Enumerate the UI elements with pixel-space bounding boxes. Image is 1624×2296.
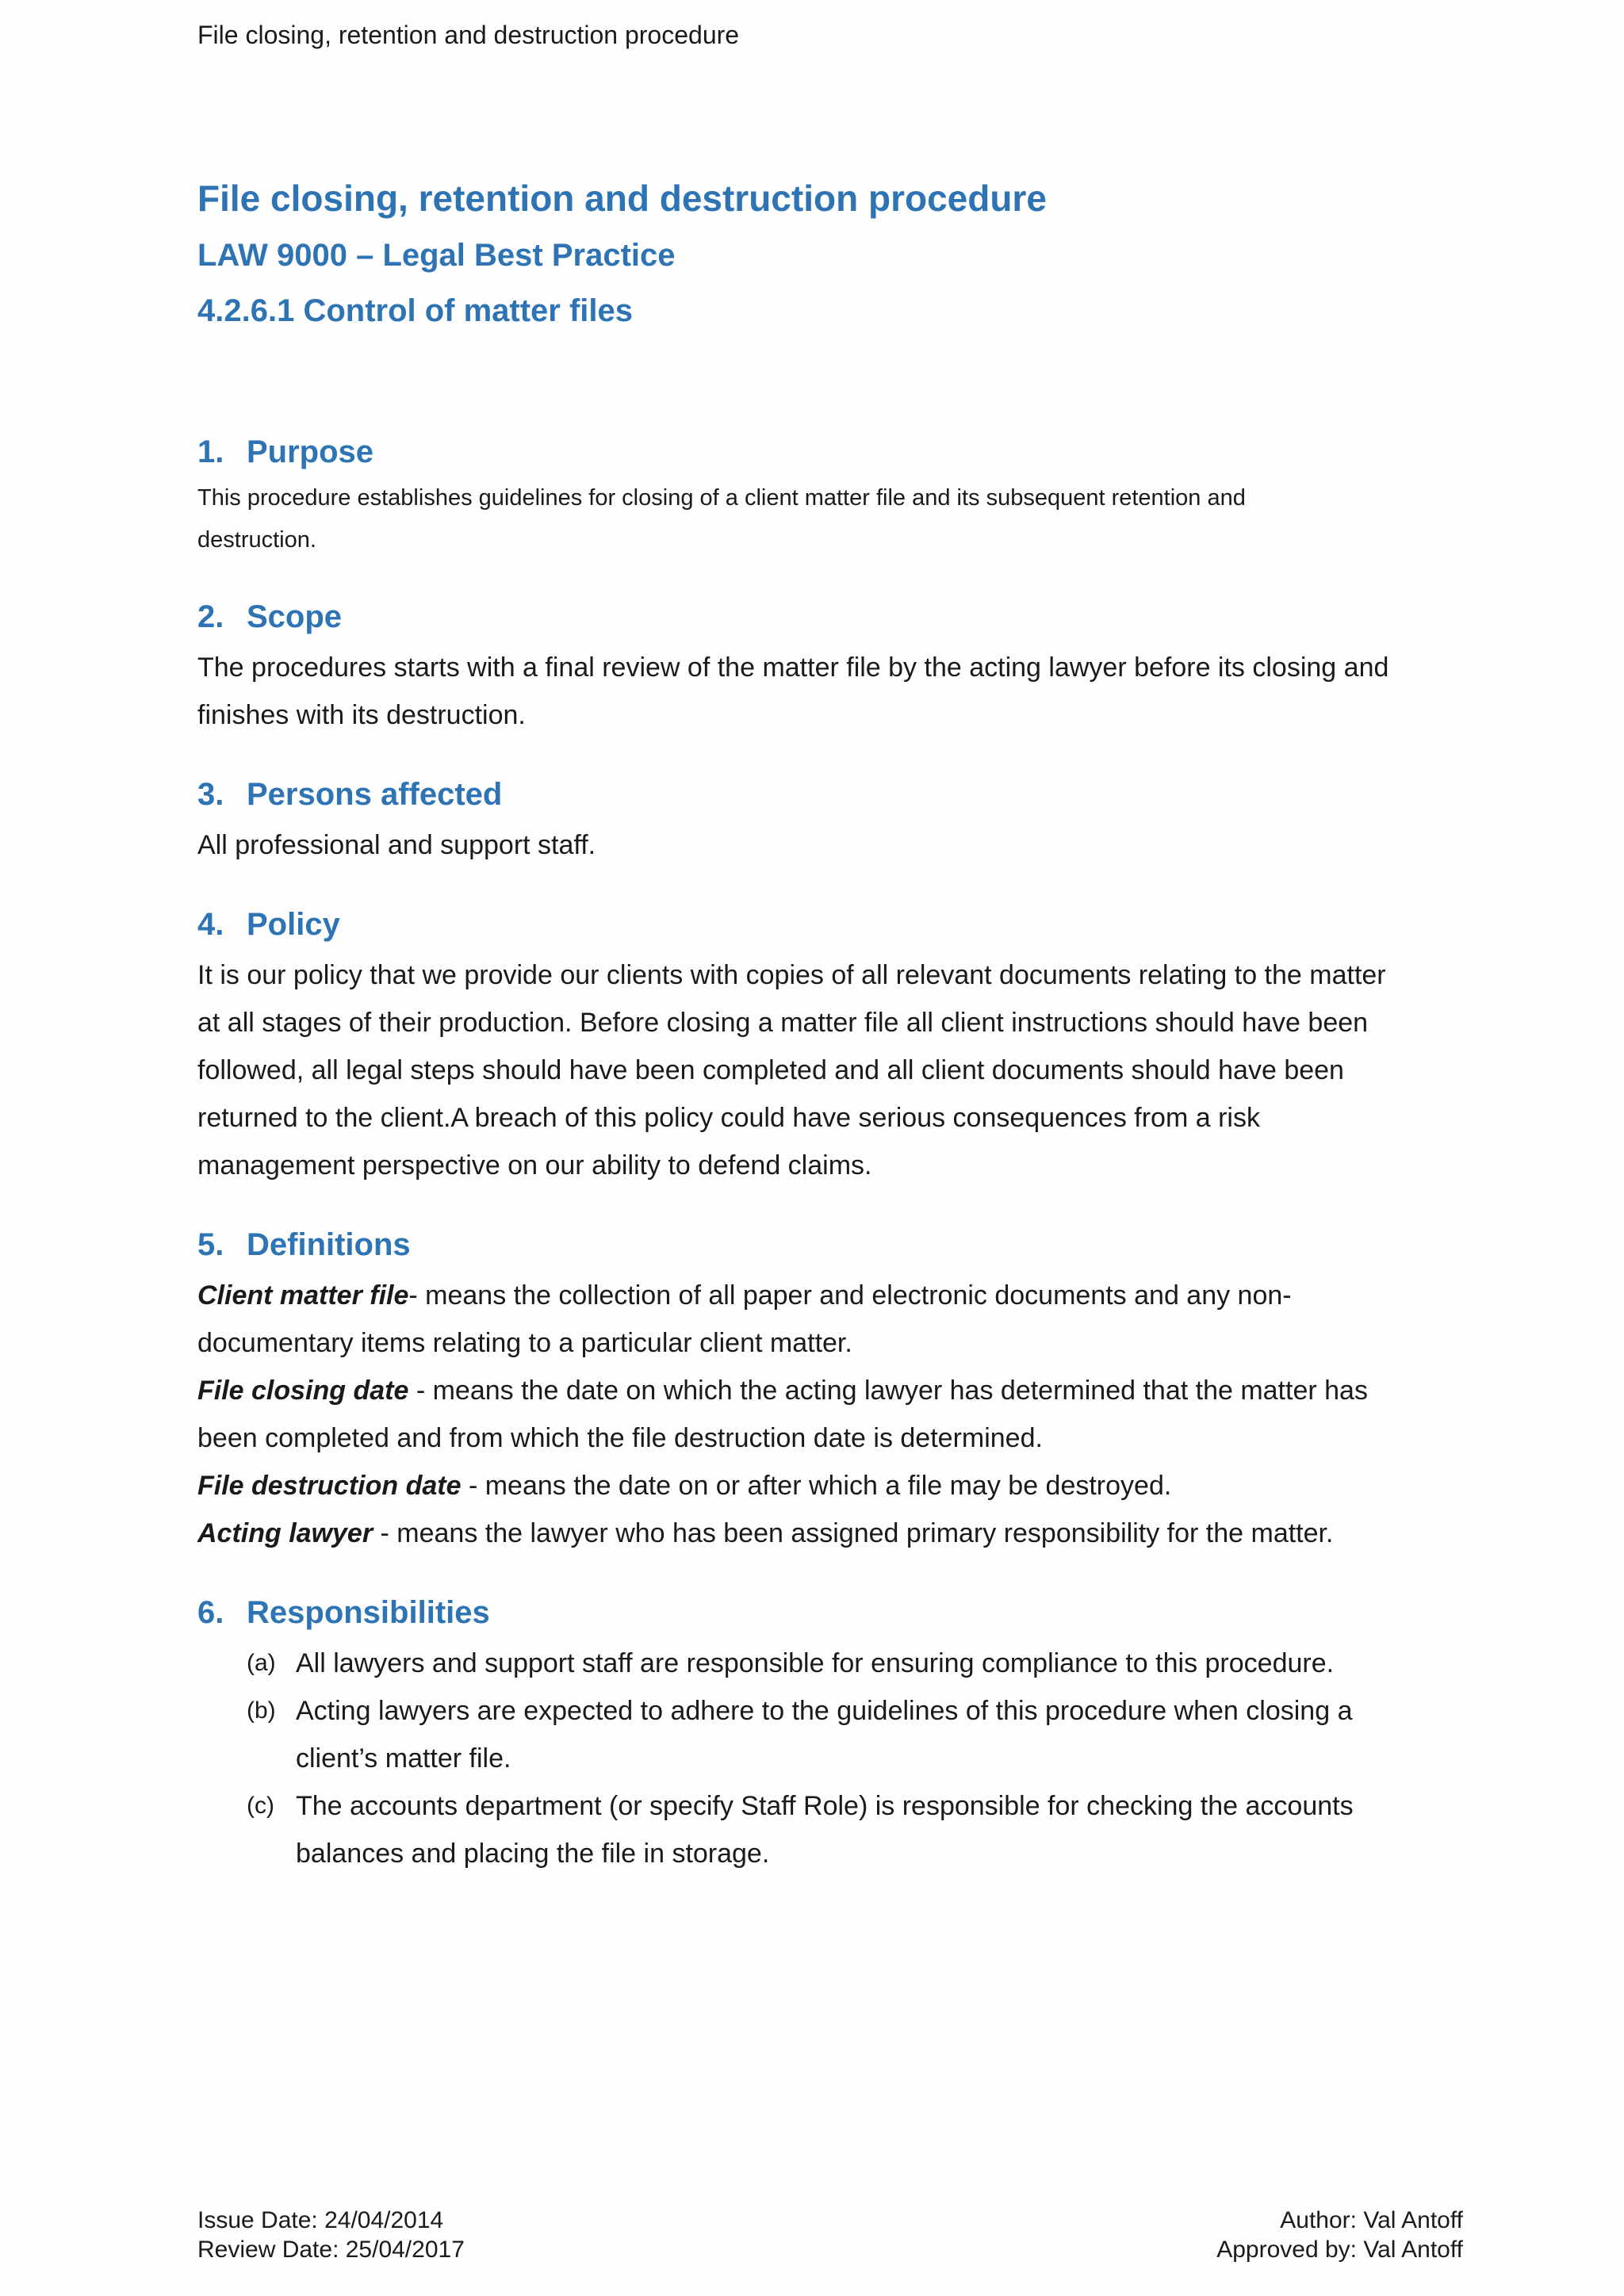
section-policy bbox=[197, 904, 1434, 1189]
section-number: 4. bbox=[197, 907, 224, 942]
section-definitions bbox=[197, 1224, 1434, 1557]
purpose-line-2: destruction. bbox=[197, 527, 316, 553]
footer-authorship bbox=[1216, 2206, 1463, 2264]
responsibilities-list bbox=[197, 1640, 1434, 1877]
review-date: Review Date: 25/04/2017 bbox=[197, 2237, 465, 2263]
document-title: File closing, retention and destruction procedure bbox=[197, 178, 1047, 219]
section-title: Scope bbox=[247, 599, 343, 634]
list-item-text: The accounts department (or specify Staff Role) is responsible for checking the accounts balances and placing the file in storage. bbox=[296, 1791, 1354, 1869]
definition-item bbox=[197, 1462, 1434, 1510]
section-heading-definitions bbox=[197, 1224, 1434, 1265]
list-item bbox=[197, 1640, 1434, 1687]
list-item-text: All lawyers and support staff are responsible for ensuring compliance to this procedure. bbox=[296, 1648, 1335, 1678]
section-body-persons-affected: All professional and support staff. bbox=[197, 830, 596, 860]
definition-item bbox=[197, 1510, 1434, 1557]
list-item bbox=[197, 1687, 1434, 1782]
list-marker: (a) bbox=[247, 1650, 276, 1676]
section-heading-policy bbox=[197, 904, 1434, 945]
definition-term: File destruction date bbox=[197, 1471, 462, 1501]
document-clause: 4.2.6.1 Control of matter files bbox=[197, 293, 634, 328]
section-number: 3. bbox=[197, 777, 224, 812]
definition-item bbox=[197, 1367, 1434, 1462]
list-marker: (b) bbox=[247, 1697, 276, 1724]
document-content bbox=[197, 174, 1434, 1877]
section-persons-affected bbox=[197, 774, 1434, 869]
purpose-line-1: This procedure establishes guidelines for closing of a client matter file and its subsequent retention and bbox=[197, 485, 1246, 511]
section-number: 6. bbox=[197, 1595, 224, 1630]
approved-by: Approved by: Val Antoff bbox=[1216, 2237, 1463, 2263]
section-number: 5. bbox=[197, 1227, 224, 1262]
section-heading-scope bbox=[197, 596, 1434, 637]
definition-term: Client matter file bbox=[197, 1280, 409, 1311]
section-title: Purpose bbox=[247, 434, 374, 469]
list-marker: (c) bbox=[247, 1793, 274, 1819]
section-title: Definitions bbox=[247, 1227, 411, 1262]
issue-date: Issue Date: 24/04/2014 bbox=[197, 2207, 444, 2233]
section-body-policy: It is our policy that we provide our clients with copies of all relevant documents relating to the matter at all stages of their production. Before closing a matter file all client instructions should have been followed, all legal steps should have been completed and all client documents should have been returned to the client.A breach of this policy could have serious consequences from a risk management perspective on our ability to defend claims. bbox=[197, 960, 1386, 1181]
section-number: 2. bbox=[197, 599, 224, 634]
footer-dates bbox=[197, 2206, 465, 2264]
definition-text: - means the collection of all paper and electronic documents and any non-documentary items relating to a particular client matter. bbox=[197, 1280, 1292, 1358]
author: Author: Val Antoff bbox=[1280, 2207, 1463, 2233]
section-purpose bbox=[197, 431, 1434, 561]
definition-text: - means the date on which the acting lawyer has determined that the matter has been completed and from which the file destruction date is determined. bbox=[197, 1376, 1368, 1453]
list-item bbox=[197, 1782, 1434, 1877]
definition-term: File closing date bbox=[197, 1376, 409, 1406]
section-heading-persons-affected bbox=[197, 774, 1434, 815]
list-item-text: Acting lawyers are expected to adhere to the guidelines of this procedure when closing a client’s matter file. bbox=[296, 1696, 1353, 1774]
definition-term: Acting lawyer bbox=[197, 1518, 373, 1548]
document-subtitle: LAW 9000 – Legal Best Practice bbox=[197, 238, 676, 273]
section-heading-purpose bbox=[197, 431, 1434, 473]
section-responsibilities bbox=[197, 1592, 1434, 1877]
section-number: 1. bbox=[197, 434, 224, 469]
running-header: File closing, retention and destruction procedure bbox=[197, 21, 740, 49]
definition-item bbox=[197, 1272, 1434, 1367]
definition-text: - means the date on or after which a file may be destroyed. bbox=[461, 1471, 1172, 1501]
section-title: Responsibilities bbox=[247, 1595, 490, 1630]
section-heading-responsibilities bbox=[197, 1592, 1434, 1633]
definition-text: - means the lawyer who has been assigned primary responsibility for the matter. bbox=[373, 1518, 1334, 1548]
section-title: Persons affected bbox=[247, 777, 503, 812]
section-title: Policy bbox=[247, 907, 340, 942]
section-body-purpose bbox=[197, 477, 1434, 561]
definitions-list bbox=[197, 1272, 1434, 1557]
section-scope bbox=[197, 596, 1434, 739]
section-body-scope: The procedures starts with a final review of the matter file by the acting lawyer before its closing and finishes with its destruction. bbox=[197, 652, 1389, 730]
